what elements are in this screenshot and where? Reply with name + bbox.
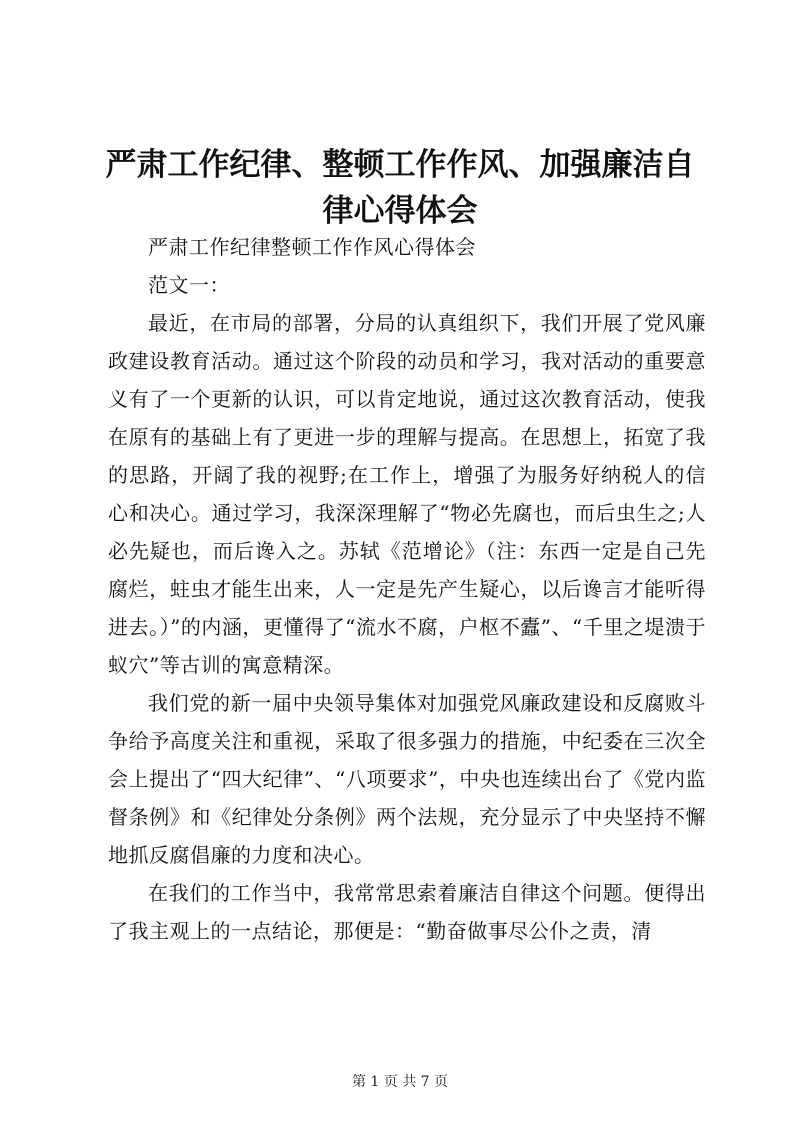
sample-label-paragraph: 范文一：	[148, 273, 230, 297]
subtitle-paragraph: 严肃工作纪律整顿工作作风心得体会	[148, 235, 476, 259]
page-number-footer: 第 1 页 共 7 页	[351, 1074, 449, 1090]
document-title: 严肃工作纪律、整顿工作作风、加强廉洁自律心得体会	[105, 147, 695, 229]
body-paragraph: 在我们的工作当中，我常常思索着廉洁自律这个问题。便得出了我主观上的一点结论，那便是：“勤奋做事尽公仆之责，清	[108, 881, 706, 943]
body-paragraph: 我们党的新一届中央领导集体对加强党风廉政建设和反腐败斗争给予高度关注和重视，采取了很多强力的措施，中纪委在三次全会上提出了“四大纪律”、“八项要求”，中央也连续出台了《党内监督条例》和《纪律处分条例》两个法规，充分显示了中央坚持不懈地抓反腐倡廉的力度和决心。	[108, 691, 706, 867]
document-body	[108, 228, 706, 950]
body-paragraph: 最近，在市局的部署，分局的认真组织下，我们开展了党风廉政建设教育活动。通过这个阶段的动员和学习，我对活动的重要意义有了一个更新的认识，可以肯定地说，通过这次教育活动，使我在原有的基础上有了更进一步的理解与提高。在思想上，拓宽了我的思路，开阔了我的视野;在工作上，增强了为服务好纳税人的信心和决心。通过学习，我深深理解了“物必先腐也，而后虫生之;人必先疑也，而后谗入之。苏轼《范增论》（注：东西一定是自己先腐烂，蛀虫才能生出来，人一定是先产生疑心，以后谗言才能听得进去。）”的内涵，更懂得了“流水不腐，户枢不蠹”、“千里之堤溃于蚁穴”等古训的寓意精深。	[108, 311, 706, 677]
